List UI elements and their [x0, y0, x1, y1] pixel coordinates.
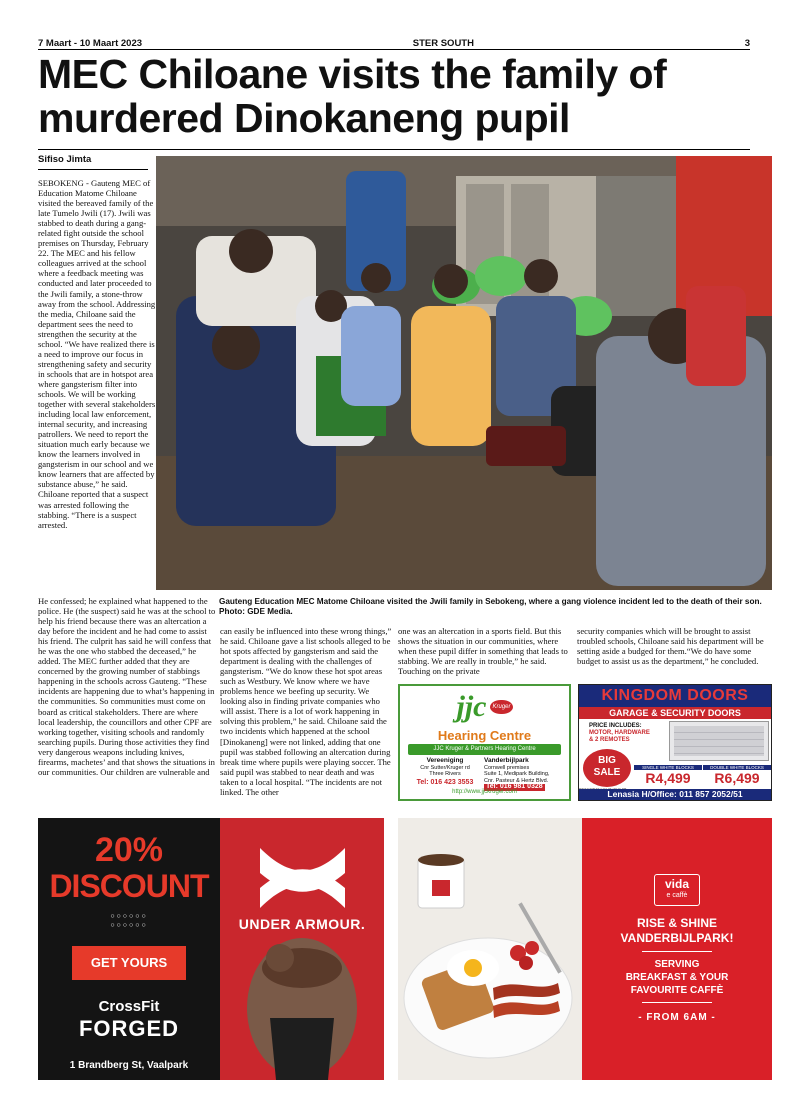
headline-rule: [38, 149, 750, 150]
under-armour-ad[interactable]: [38, 818, 384, 1080]
article-column-1: SEBOKENG - Gauteng MEC of Education Matome Chiloane visited the bereaved family of the late Tumelo Jwili (17). Jwili was stabbed to death during a gang-related fight outside the school premises on Thursday, February 22. The MEC and his fellow colleagues arrived at the school where a feedback meeting was conducted and later proceeded to the Jwili family, a stone-throw away from the school. Addressing the media, Chiloane said the department sees the need to strengthen the security at the school. “We have realized there is a need to improve our focus in strengthening safety and security in schools that are in hotspot area where gangsterism filter into schools. We will be working together with several stakeholders including local law enforcement, internal security, and increasing patrollers. We need to report the situation much early because we know the learners involved in gangsterism in our school and we know learners that are affected by substance abuse,” he said. Chiloane reported that a suspect was arrested following the stabbing. “There is a suspect arrested.: [38, 178, 156, 530]
jjc-title: Hearing Centre: [437, 728, 532, 743]
discount-word: DISCOUNT: [49, 868, 209, 904]
article-column-1-continued: He confessed; he explained what happened to the police. He (the suspect) said he was at the school to help his friend because there was an altercation a day before the incident and he had come to assist his friend. The culprit has said he will confess that he was the one who stabbed the deceased,” he added. The MEC further added that they are concerned by the growing number of stabbings happening in the schools across Gauteng. “These incidents are happening due to what’s happening in the communities. So communities must come on board as critical stakeholders. There are where local leadership, the councillors and other CPF are working together, visiting schools and randomly searching pupils. During those activities they find very dangerous weapons including knives, firearms, machetes’ and that shows the situations in our communities. Our children are vulnerable and: [38, 596, 216, 777]
kd-includes-label: PRICE INCLUDES:: [589, 723, 642, 729]
under-armour-panel: [220, 818, 384, 1080]
header-rule: [38, 49, 750, 50]
jjc-vereeniging-block: [406, 758, 484, 786]
vida-line-3: FAVOURITE CAFFÈ: [630, 985, 724, 996]
jjc-right-address-1: Cornwell premises: [484, 764, 530, 771]
crossfit-panel: [38, 818, 220, 1080]
get-yours-button[interactable]: GET YOURS: [72, 946, 186, 980]
vida-line-2: BREAKFAST & YOUR: [625, 972, 729, 983]
vida-headline: [582, 916, 772, 946]
vida-divider-2: [642, 1002, 712, 1003]
kd-include-2: & 2 REMOTES: [589, 737, 630, 743]
breakfast-illustration: [398, 818, 582, 1080]
crossfit-address: 1 Brandberg St, Vaalpark: [69, 1060, 189, 1071]
jjc-right-address-3: Cnr. Pasteur & Hertz Blvd.: [484, 777, 549, 784]
vida-serving: [582, 958, 772, 997]
jjc-right-tel[interactable]: Tel: 016 981 0328: [486, 783, 543, 790]
jjc-hearing-ad[interactable]: [398, 684, 571, 801]
vida-line-1: SERVING: [654, 959, 700, 970]
forged-label: FORGED: [78, 1016, 180, 1041]
big-sale-badge: [583, 749, 631, 787]
kd-double-price: [703, 765, 771, 786]
article-column-4: security companies which will be brought to assist troubled schools, Chiloane said his department will be setting aside a budged for them.“We do have some budget to assist us as the department,” he concluded.: [577, 626, 764, 667]
jjc-subtitle: JJC Kruger & Partners Hearing Centre: [408, 744, 561, 755]
article-column-3: one was an altercation in a sports field. But this shows the situation in our communities, where when these pupil differ in something that leads to stabbing. We are really in trouble,” he said. Touching on the private: [398, 626, 568, 677]
vida-divider: [642, 951, 712, 952]
jjc-vanderbijlpark-block: [484, 758, 566, 791]
big-sale-line-1: BIG: [598, 755, 616, 766]
kd-price-single: R4,499: [645, 770, 691, 786]
meeting-photo-illustration: [156, 156, 772, 590]
jjc-left-tel[interactable]: Tel: 016 423 3553: [416, 778, 474, 786]
section-name: STER SOUTH: [412, 37, 474, 49]
crossfit-label: CrossFit: [98, 998, 160, 1015]
big-sale-line-2: SALE: [593, 767, 621, 778]
kd-single-price: [634, 765, 702, 786]
vida-e-caffe-ad[interactable]: [398, 818, 772, 1080]
photo-caption: Gauteng Education MEC Matome Chiloane visited the Jwili family in Sebokeng, where a gang violence incident led to the death of their son. Photo: GDE Media.: [219, 597, 762, 616]
decorative-dots: ○○○○○○ ○○○○○○: [110, 913, 148, 929]
page-number: 3: [744, 37, 750, 49]
kd-include-1: MOTOR, HARDWARE: [589, 730, 650, 736]
kd-tagline: GARAGE & SECURITY DOORS: [579, 707, 771, 719]
jjc-website[interactable]: http://www.jjckruger.com: [452, 789, 517, 795]
kd-office[interactable]: Lenasia H/Office: 011 857 2052/51: [579, 789, 771, 800]
vida-headline-1: RISE & SHINE: [636, 916, 717, 930]
byline: Sifiso Jimta: [38, 154, 92, 165]
kruger-badge: Kruger: [490, 700, 512, 714]
garage-door-panels: [674, 726, 764, 756]
page-header: [38, 37, 750, 49]
jjc-left-city: Vereeniging: [426, 757, 464, 764]
article-photo: [156, 156, 772, 590]
vida-logo: [654, 874, 700, 906]
athlete-illustration: [220, 818, 384, 1080]
under-armour-wordmark: UNDER ARMOUR.: [238, 916, 366, 932]
jjc-left-address-1: Cnr Sutter/Kruger rd: [420, 764, 470, 771]
kd-price-includes: [589, 723, 650, 744]
byline-rule: [38, 169, 148, 170]
kd-single-label: SINGLE WHITE BLOCKS: [634, 765, 702, 770]
kd-double-label: DOUBLE WHITE BLOCKS: [703, 765, 771, 770]
issue-date: 7 Maart - 10 Maart 2023: [38, 37, 143, 49]
jjc-right-city: Vanderbijlpark: [484, 757, 529, 764]
kingdom-doors-ad[interactable]: [578, 684, 772, 801]
vida-time: - FROM 6AM -: [638, 1012, 716, 1023]
jjc-right-address-2: Suite 1, Medipark Building,: [484, 771, 550, 777]
jjc-logo-text: jjc: [456, 690, 487, 723]
vida-logo-word: vida: [664, 877, 689, 891]
kd-brand: KINGDOM DOORS: [579, 685, 771, 707]
kd-price-double: R6,499: [714, 770, 760, 786]
jjc-logo: [400, 686, 569, 728]
vida-logo-sub: e caffè: [666, 892, 688, 899]
vida-headline-2: VANDERBIJLPARK!: [620, 931, 734, 945]
article-headline: MEC Chiloane visits the family of murdered Dinokaneng pupil: [38, 51, 667, 141]
article-column-2: can easily be influenced into these wrong things,” he said. Chiloane gave a list schools alleged to be hot spots affected by gangsterism and said the department is dealing with the challenges of gangsterism. “We do know these hot spot areas such as Westbury. We know where we have problems hence we beefing up security. We looking also in finding private companies who will assist. There is a lot of work happening in solving this problem,” he said. Chiloane said the two incidents which happened at the school [Dinokaneng] were not linked, adding that one pupil was stabbed following an altercation during break time where pupils were playing soccer. The said pupil was stabbed to near death and was taken to a local hospital. “The incidents are not linked. The other: [220, 626, 392, 797]
discount-percent: 20%: [94, 831, 164, 869]
garage-door-image: [669, 721, 769, 761]
vida-text-panel: [582, 818, 772, 1080]
breakfast-photo: [398, 818, 582, 1080]
jjc-left-address-2: Three Rivers: [429, 771, 461, 777]
